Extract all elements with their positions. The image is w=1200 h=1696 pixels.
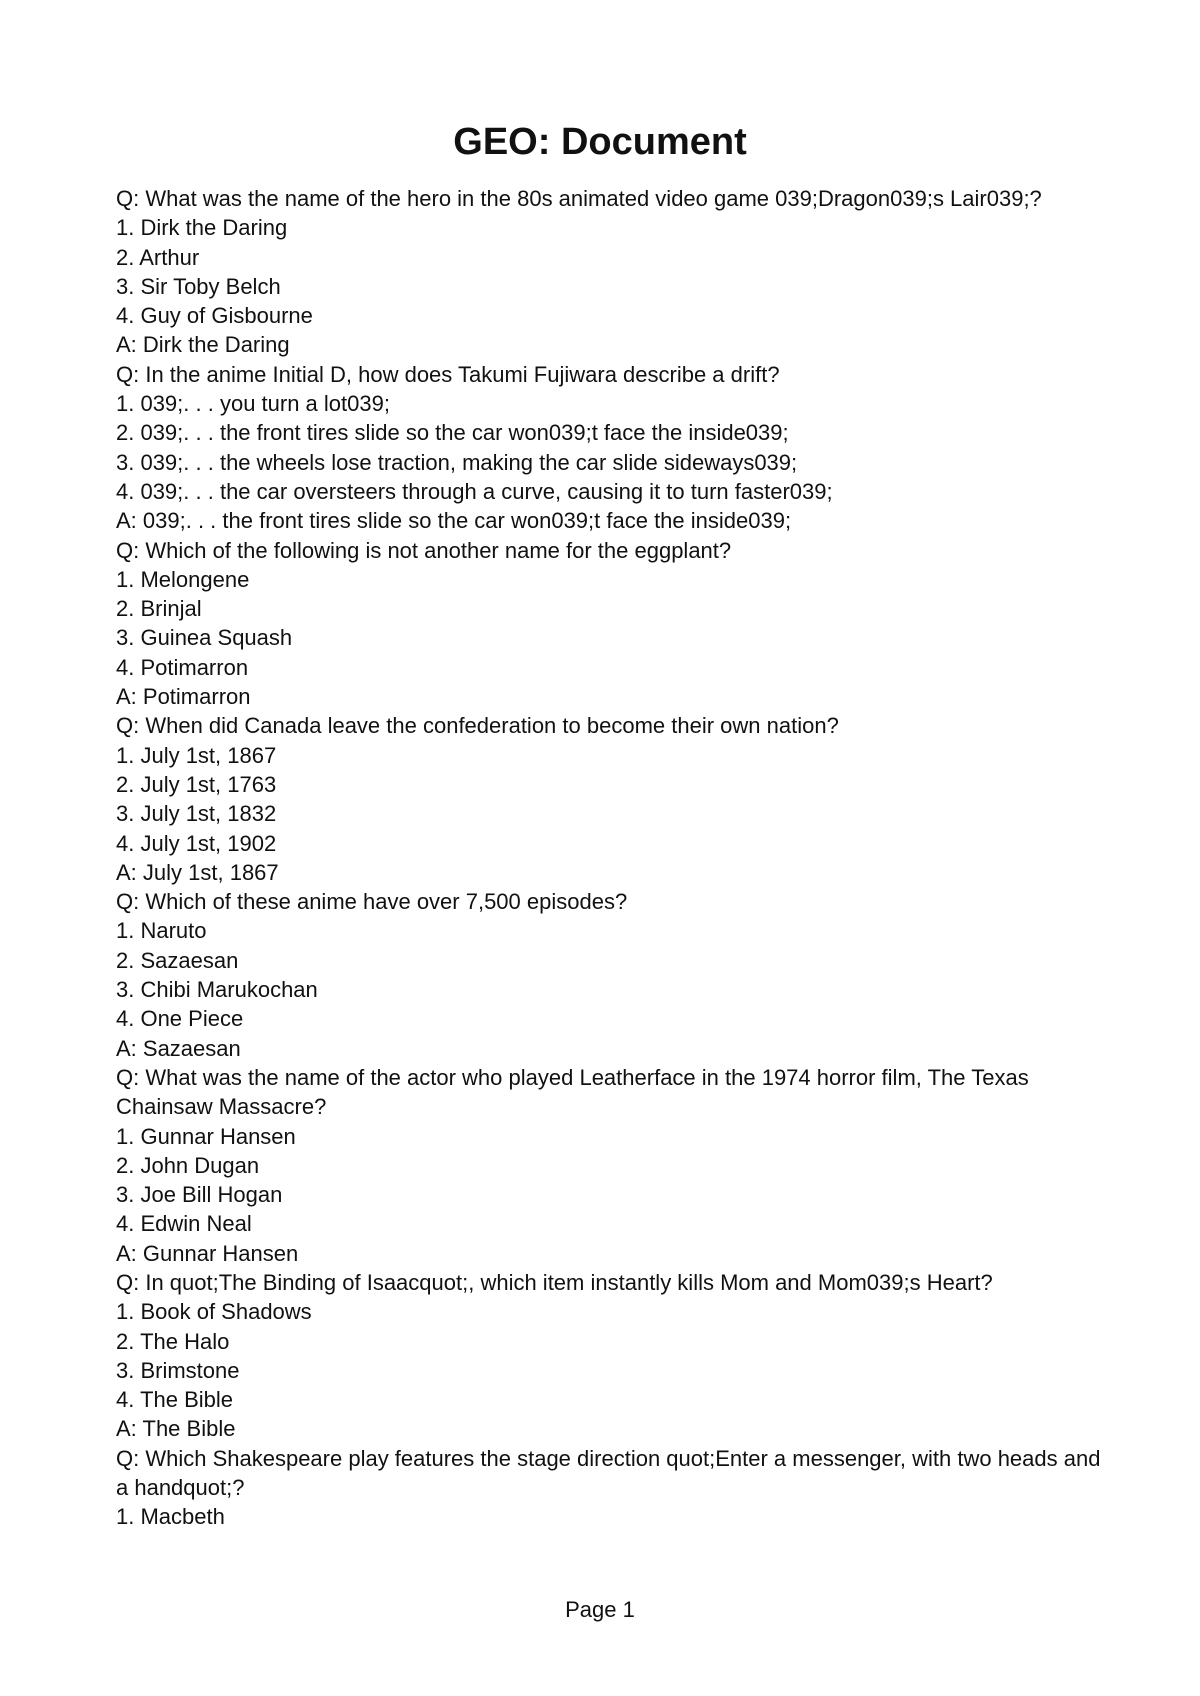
answer-option: 2. Brinjal: [116, 596, 202, 622]
answer-option: 1. Book of Shadows: [116, 1299, 312, 1325]
answer-option: 4. Potimarron: [116, 654, 249, 680]
question-text: Q: What was the name of the actor who played Leatherface in the 1974 horror film, The Texas Chainsaw Massacre?: [116, 1064, 1029, 1120]
answer-option: 2. 039;. . . the front tires slide so the car won039;t face the inside039;: [116, 420, 789, 446]
answer-option: 4. One Piece: [116, 1006, 244, 1032]
page-title: GEO: Document: [453, 121, 747, 163]
correct-answer: A: Gunnar Hansen: [116, 1240, 299, 1266]
question-block: [116, 536, 1106, 712]
answer-option: 1. Gunnar Hansen: [116, 1123, 296, 1149]
answer-option: 3. July 1st, 1832: [116, 801, 277, 827]
answer-option: 2. July 1st, 1763: [116, 771, 277, 797]
question-block: [116, 184, 1106, 360]
answer-option: 3. Brimstone: [116, 1357, 240, 1383]
correct-answer: A: Potimarron: [116, 684, 251, 710]
answer-option: 4. 039;. . . the car oversteers through a curve, causing it to turn faster039;: [116, 478, 833, 504]
document-body: [116, 184, 1106, 1532]
answer-option: 1. Melongene: [116, 566, 250, 592]
question-text: Q: Which of these anime have over 7,500 episodes?: [116, 889, 628, 915]
answer-option: 3. Guinea Squash: [116, 625, 293, 651]
question-text: Q: When did Canada leave the confederation to become their own nation?: [116, 713, 839, 739]
question-text: Q: What was the name of the hero in the 80s animated video game 039;Dragon039;s Lair039;?: [116, 186, 1042, 211]
answer-option: 2. John Dugan: [116, 1152, 260, 1178]
question-text: Q: Which of the following is not another name for the eggplant?: [116, 537, 732, 563]
correct-answer: A: Dirk the Daring: [116, 332, 290, 358]
answer-option: 2. Sazaesan: [116, 947, 239, 973]
question-text: Q: In quot;The Binding of Isaacquot;, which item instantly kills Mom and Mom039;s Heart?: [116, 1269, 993, 1295]
answer-option: 1. Naruto: [116, 918, 207, 944]
answer-option: 2. The Halo: [116, 1328, 230, 1354]
answer-option: 1. Dirk the Daring: [116, 215, 288, 241]
answer-option: 3. 039;. . . the wheels lose traction, making the car slide sideways039;: [116, 449, 798, 475]
question-block: [116, 1444, 1106, 1532]
answer-option: 4. Edwin Neal: [116, 1211, 252, 1237]
answer-option: 4. The Bible: [116, 1387, 234, 1413]
answer-option: 3. Sir Toby Belch: [116, 273, 281, 299]
answer-option: 3. Joe Bill Hogan: [116, 1182, 283, 1208]
correct-answer: A: Sazaesan: [116, 1035, 241, 1061]
question-block: [116, 711, 1106, 887]
page-number: Page 1: [565, 1597, 635, 1622]
correct-answer: A: 039;. . . the front tires slide so the car won039;t face the inside039;: [116, 508, 792, 534]
question-text: Q: Which Shakespeare play features the stage direction quot;Enter a messenger, with two heads and a handquot;?: [116, 1445, 1101, 1501]
answer-option: 1. Macbeth: [116, 1504, 225, 1530]
question-block: [116, 887, 1106, 1063]
answer-option: 1. 039;. . . you turn a lot039;: [116, 391, 390, 417]
question-text: Q: In the anime Initial D, how does Takumi Fujiwara describe a drift?: [116, 361, 780, 387]
question-block: [116, 1268, 1106, 1444]
answer-option: 3. Chibi Marukochan: [116, 977, 318, 1003]
answer-option: 4. Guy of Gisbourne: [116, 303, 313, 329]
question-block: [116, 360, 1106, 536]
answer-option: 4. July 1st, 1902: [116, 830, 277, 856]
correct-answer: A: The Bible: [116, 1416, 236, 1442]
answer-option: 2. Arthur: [116, 244, 200, 270]
correct-answer: A: July 1st, 1867: [116, 859, 279, 885]
answer-option: 1. July 1st, 1867: [116, 742, 277, 768]
question-block: [116, 1063, 1106, 1268]
